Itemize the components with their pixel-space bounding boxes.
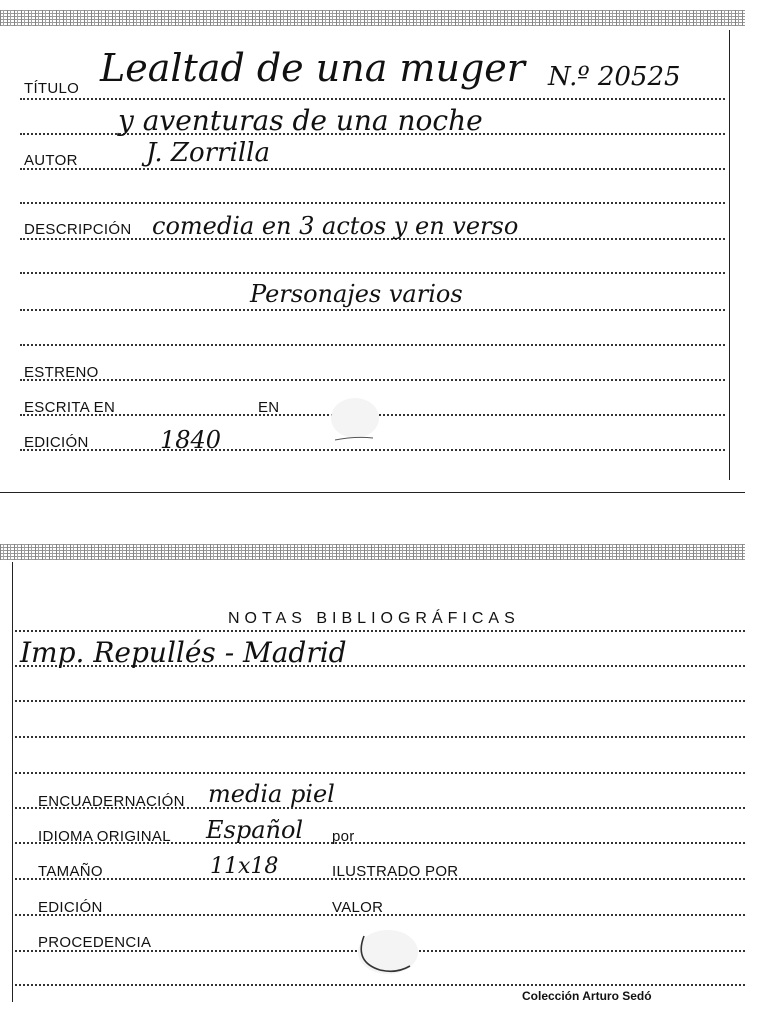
ilustrado-por-label: ILUSTRADO POR (332, 863, 459, 880)
valor-label: VALOR (332, 899, 384, 916)
scan-noise-band (0, 10, 745, 26)
rule-line (15, 700, 745, 702)
section-title: NOTAS BIBLIOGRÁFICAS (228, 610, 520, 627)
procedencia-label: PROCEDENCIA (38, 934, 152, 951)
rule-line (20, 202, 725, 204)
rule-line (20, 272, 725, 274)
tamano-label: TAMAÑO (38, 863, 103, 880)
idioma-original-value: Español (206, 816, 304, 844)
descripcion-value: comedia en 3 actos y en verso (152, 212, 519, 240)
edicion-value: 1840 (160, 426, 222, 454)
rule-line (20, 379, 725, 381)
card-bottom-edge (0, 492, 745, 493)
scan-noise-band (0, 544, 745, 560)
rule-line (20, 98, 725, 100)
rule-line (15, 630, 745, 632)
por-label: por (332, 828, 355, 845)
catalog-card-bottom (0, 540, 759, 1028)
titulo-label: TÍTULO (24, 80, 80, 97)
encuadernacion-value: media piel (208, 780, 335, 808)
en-label: EN (258, 399, 280, 416)
rule-line (20, 168, 725, 170)
collection-footer: Colección Arturo Sedó (522, 989, 652, 1003)
rule-line (15, 772, 745, 774)
card-right-border (729, 30, 730, 480)
rule-line (15, 736, 745, 738)
autor-label: AUTOR (24, 152, 78, 169)
catalog-number: N.º 20525 (548, 62, 681, 92)
erasure-smudge (350, 926, 425, 986)
edicion-label: EDICIÓN (38, 899, 103, 916)
titulo-value-line1: Lealtad de una muger (100, 46, 525, 90)
card-left-border (12, 562, 13, 1002)
estreno-label: ESTRENO (24, 364, 99, 381)
catalog-card-top (0, 0, 759, 495)
rule-line (20, 344, 725, 346)
edicion-label: EDICIÓN (24, 434, 89, 451)
escrita-en-label: ESCRITA EN (24, 399, 116, 416)
rule-line (20, 309, 725, 311)
encuadernacion-label: ENCUADERNACIÓN (38, 793, 185, 810)
notas-value: Imp. Repullés - Madrid (20, 636, 347, 669)
erasure-smudge (325, 392, 385, 452)
autor-value: J. Zorrilla (146, 138, 270, 168)
tamano-value: 11x18 (210, 854, 279, 879)
personajes-value: Personajes varios (250, 280, 463, 308)
idioma-original-label: IDIOMA ORIGINAL (38, 828, 171, 845)
titulo-value-line2: y aventuras de una noche (118, 104, 483, 137)
descripcion-label: DESCRIPCIÓN (24, 221, 132, 238)
